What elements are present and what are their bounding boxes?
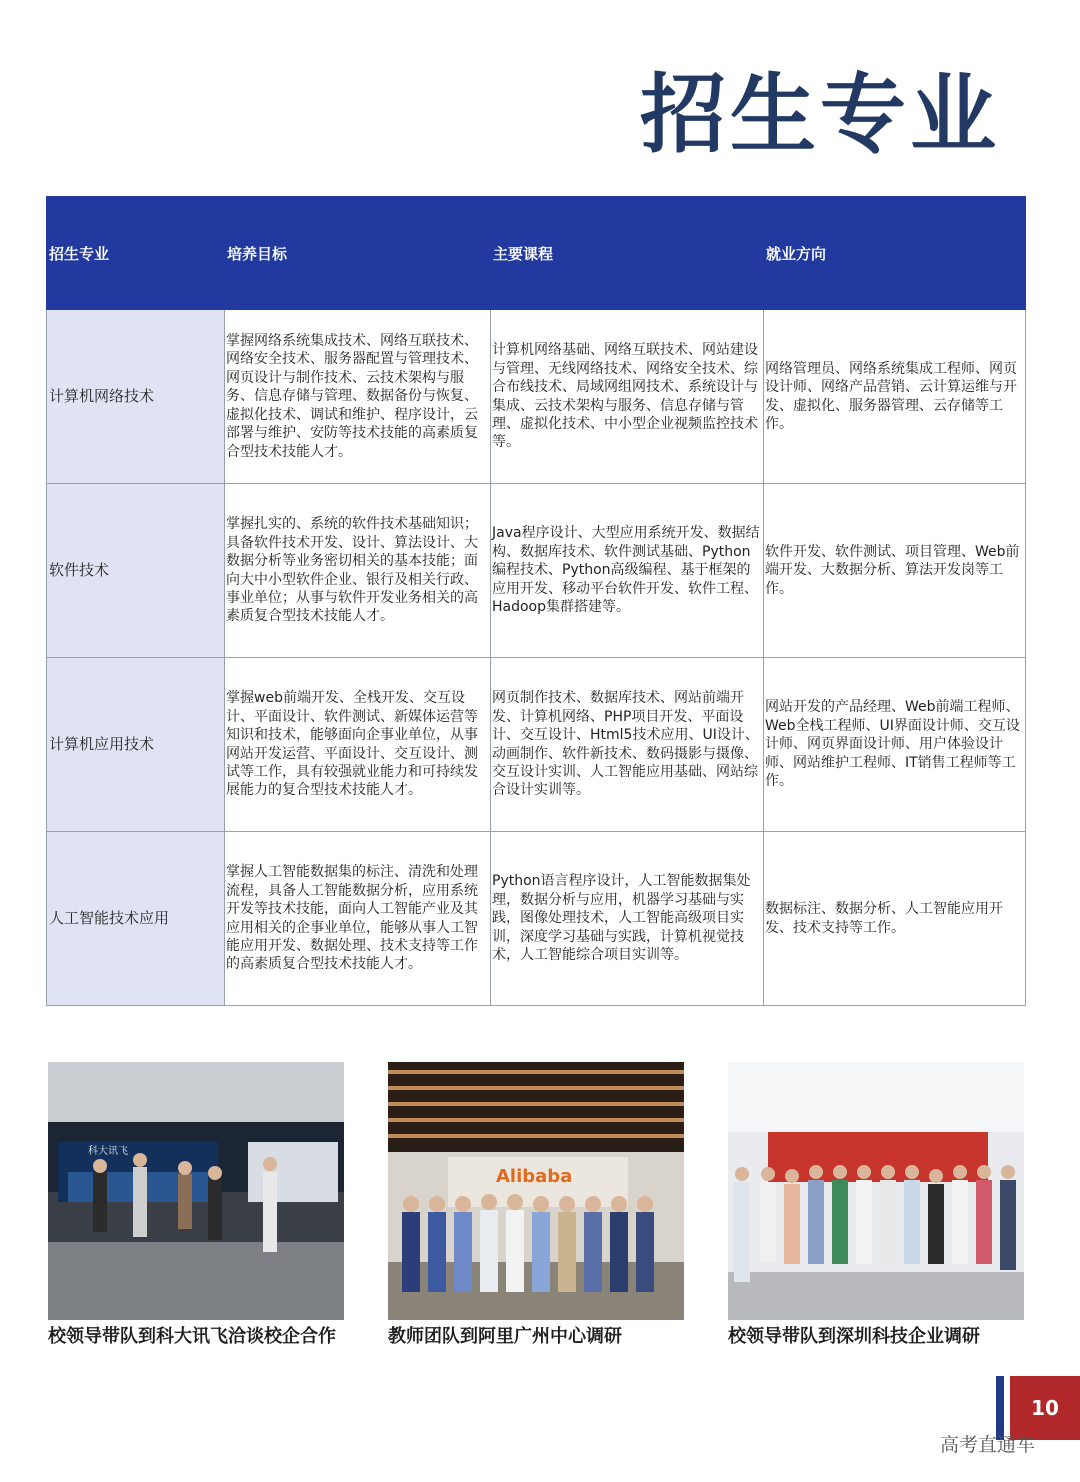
main-courses: Java程序设计、大型应用系统开发、数据结构、数据库技术、软件测试基础、Python编程技术、Python高级编程、基于框架的应用开发、移动平台软件开发、软件工程、Hadoop集群搭建等。 <box>491 484 764 658</box>
watermark: 高考直通车 <box>940 1434 1036 1456</box>
table-row <box>47 484 1026 658</box>
career-direction: 网站开发的产品经理、Web前端工程师、Web全栈工程师、UI界面设计师、交互设计师、网页界面设计师、用户体验设计师、网站维护工程师、IT销售工程师等工作。 <box>764 658 1026 832</box>
career-direction: 软件开发、软件测试、项目管理、Web前端开发、大数据分析、算法开发岗等工作。 <box>764 484 1026 658</box>
major-name: 人工智能技术应用 <box>47 832 225 1006</box>
photo-caption: 校领导带队到科大讯飞洽谈校企合作 <box>48 1326 336 1347</box>
table-row <box>47 658 1026 832</box>
training-goal: 掌握人工智能数据集的标注、清洗和处理流程，具备人工智能数据分析，应用系统开发等技术技能，面向人工智能产业及其应用相关的企事业单位，能够从事人工智能应用开发、数据处理、技术支持等工作的高素质复合型技术技能人才。 <box>225 832 491 1006</box>
training-goal: 掌握web前端开发、全栈开发、交互设计、平面设计、软件测试、新媒体运营等知识和技术，能够面向企事业单位，从事网站开发运营、平面设计、交互设计、测试等工作，具有较强就业能力和可持续发展能力的复合型技术技能人才。 <box>225 658 491 832</box>
photo-caption: 教师团队到阿里广州中心调研 <box>388 1326 622 1347</box>
training-goal: 掌握网络系统集成技术、网络互联技术、网络安全技术、服务器配置与管理技术、网页设计与制作技术、云技术架构与服务、信息存储与管理、数据备份与恢复、虚拟化技术、调试和维护、程序设计，云部署与维护、安防等技术技能的高素质复合型技术技能人才。 <box>225 310 491 484</box>
career-direction: 数据标注、数据分析、人工智能应用开发、技术支持等工作。 <box>764 832 1026 1006</box>
header-goal: 培养目标 <box>225 197 491 310</box>
main-courses: Python语言程序设计，人工智能数据集处理，数据分析与应用，机器学习基础与实践，图像处理技术，人工智能高级项目实训，深度学习基础与实践，计算机视觉技术，人工智能综合项目实训等。 <box>491 832 764 1006</box>
photo-sign-text: Alibaba <box>496 1166 573 1187</box>
photo-shenzhen-visit <box>728 1062 1024 1320</box>
table-row <box>47 310 1026 484</box>
majors-table <box>46 196 1025 1006</box>
header-major: 招生专业 <box>47 197 225 310</box>
table-row <box>47 832 1026 1006</box>
career-direction: 网络管理员、网络系统集成工程师、网页设计师、网络产品营销、云计算运维与开发、虚拟化、服务器管理、云存储等工作。 <box>764 310 1026 484</box>
page-number: 10 <box>1010 1376 1080 1440</box>
header-career: 就业方向 <box>764 197 1026 310</box>
photo-alibaba-visit <box>388 1062 684 1320</box>
table-header-row <box>47 197 1026 310</box>
header-courses: 主要课程 <box>491 197 764 310</box>
main-courses: 计算机网络基础、网络互联技术、网站建设与管理、无线网络技术、网络安全技术、综合布线技术、局域网组网技术、系统设计与集成、云技术架构与服务、信息存储与管理、虚拟化技术、中小型企业视频监控技术等。 <box>491 310 764 484</box>
photo-caption: 校领导带队到深圳科技企业调研 <box>728 1326 980 1347</box>
photo-sign-text: 科大讯飞 <box>88 1146 128 1157</box>
major-name: 计算机应用技术 <box>47 658 225 832</box>
page-title: 招生专业 <box>640 65 1000 165</box>
major-name: 计算机网络技术 <box>47 310 225 484</box>
main-courses: 网页制作技术、数据库技术、网站前端开发、计算机网络、PHP项目开发、平面设计、交互设计、Html5技术应用、UI设计、动画制作、软件新技术、数码摄影与摄像、交互设计实训、人工智能应用基础、网站综合设计实训等。 <box>491 658 764 832</box>
photo-iflytek-visit <box>48 1062 344 1320</box>
training-goal: 掌握扎实的、系统的软件技术基础知识；具备软件技术开发、设计、算法设计、大数据分析等业务密切相关的基本技能；面向大中小型软件企业、银行及相关行政、事业单位；从事与软件开发业务相关的高素质复合型技术技能人才。 <box>225 484 491 658</box>
major-name: 软件技术 <box>47 484 225 658</box>
